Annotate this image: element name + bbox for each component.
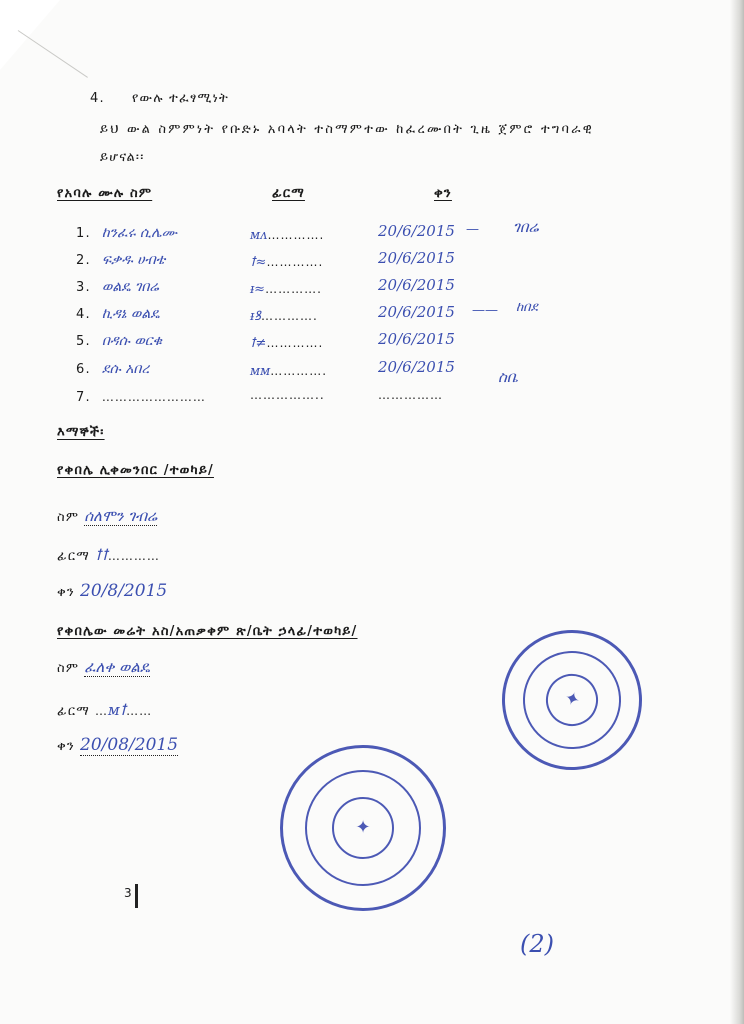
chair-date-field (57, 581, 167, 601)
member-signature: ꝉ≈…………. (250, 255, 324, 270)
member-signature: ᴍᴍ…………. (250, 364, 328, 379)
page-number-bar (135, 884, 138, 908)
land-office-date: 20/08/2015 (80, 735, 179, 755)
header-member-name: የአባሉ ሙሉ ስም (57, 186, 153, 201)
chair-date: 20/8/2015 (80, 581, 168, 601)
member-name: ከንፈሩ ሲሌሙ (101, 225, 178, 241)
member-name: በዳሱ ወርቁ (101, 333, 163, 349)
row-number: 3. (76, 280, 91, 295)
member-row (76, 249, 165, 268)
land-office-heading: የቀበሌው መሬት አስ/አጠቃቀም ጽ/ቤት ኃላፊ/ተወካይ/ (57, 624, 358, 639)
page-number: 3 (124, 886, 133, 900)
header-signature: ፊርማ (272, 186, 305, 201)
chair-name: ሰለሞን ገብሬ (84, 507, 158, 525)
signature-label: ፊርማ (57, 704, 90, 719)
date-label: ቀን (57, 739, 75, 754)
margin-note: ስቤ (498, 368, 519, 386)
name-label: ስም (57, 661, 80, 676)
row-number: 2. (76, 253, 91, 268)
member-name: ደሱ አበረ (101, 361, 150, 377)
member-row (76, 276, 159, 295)
member-date: 20/6/2015 (378, 249, 455, 267)
margin-note: ከበደ (516, 300, 538, 315)
member-name: ኪዳኔ ወልዴ (101, 306, 160, 322)
land-office-name-field (57, 657, 150, 676)
header-date: ቀን (434, 186, 452, 201)
section-body-line-2: ይሆናል፡፡ (100, 150, 145, 165)
row-number: 6. (76, 362, 91, 377)
blank-line: …………………… (101, 390, 206, 404)
page-mark: (2) (520, 930, 554, 958)
official-stamp-small (484, 612, 660, 788)
member-signature: ᵻ≈…………. (250, 282, 322, 297)
chair-heading: የቀበሌ ሊቀመንበር /ተወካይ/ (57, 463, 214, 478)
margin-dash: — (466, 222, 479, 237)
signature-label: ፊርማ (57, 549, 90, 564)
blank-line: …………… (378, 388, 443, 402)
margin-note: ገበሬ (513, 218, 539, 236)
emblem-icon: ✦ (561, 687, 583, 713)
official-stamp-large (280, 745, 446, 911)
member-signature: ꝉ≠…………. (250, 336, 324, 351)
margin-dash: —— (472, 303, 498, 318)
chair-name-field (57, 506, 157, 525)
land-office-date-field (57, 735, 178, 755)
member-row (76, 222, 177, 241)
land-office-signature-field: ፊርማ …ᴍꝉ…… (57, 701, 153, 719)
member-date: 20/6/2015 (378, 222, 455, 240)
chair-signature-field: ፊርማ ꝉꝉ………… (57, 546, 160, 564)
member-date: 20/6/2015 (378, 276, 455, 294)
date-label: ቀን (57, 585, 75, 600)
member-name: ወልዴ ገበሬ (101, 279, 159, 295)
section-body-line-1: ይህ ውል ስምምነት የቡድኑ አባላት ተስማምተው ከፈረሙበት ጊዜ ጀምሮ ተግባራዊ (100, 122, 594, 137)
row-number: 5. (76, 334, 91, 349)
name-label: ስም (57, 510, 80, 525)
witnesses-heading: እማኞች፡ (57, 425, 105, 440)
member-row (76, 386, 206, 405)
emblem-icon: ✦ (355, 817, 371, 839)
member-name: ፍቃዱ ሀብቴ (101, 252, 166, 268)
row-number: 7. (76, 390, 91, 405)
section-heading: የውሉ ተፈፃሚነት (132, 91, 229, 106)
member-signature: ᵻꝸ…………. (250, 309, 318, 324)
row-number: 1. (76, 226, 91, 241)
member-date: 20/6/2015 (378, 330, 455, 348)
blank-line: …………….. (250, 388, 325, 402)
section-number: 4. (90, 91, 105, 106)
member-date: 20/6/2015 (378, 358, 455, 376)
member-row (76, 303, 160, 322)
member-signature: ᴍᴧ…………. (250, 228, 325, 243)
row-number: 4. (76, 307, 91, 322)
member-date: 20/6/2015 (378, 303, 455, 321)
page-edge-shadow (730, 0, 744, 1024)
member-row (76, 358, 149, 377)
member-row (76, 330, 162, 349)
folded-corner (0, 0, 60, 70)
land-office-name: ፈለቀ ወልዴ (84, 658, 150, 676)
